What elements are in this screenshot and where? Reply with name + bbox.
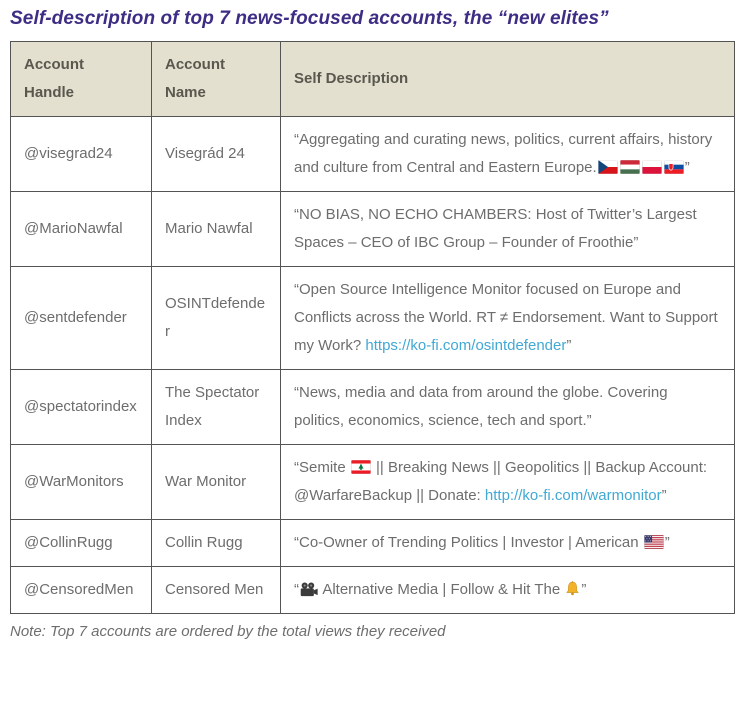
self-description-cell bbox=[281, 117, 735, 192]
table-row bbox=[11, 445, 735, 520]
description-text: ” bbox=[581, 581, 587, 598]
table-row bbox=[11, 520, 735, 567]
table-row bbox=[11, 117, 735, 192]
description-text: “Aggregating and curating news, politics, current affairs, history and culture from Central and Eastern bbox=[294, 131, 713, 176]
flag-usa-icon bbox=[644, 535, 664, 549]
accounts-table-body bbox=[11, 117, 735, 614]
account-name-cell bbox=[152, 117, 281, 192]
self-description-cell bbox=[281, 567, 735, 614]
account-name-cell bbox=[152, 445, 281, 520]
description-text: “Co-Owner of Trending Politics | Investor | American bbox=[294, 534, 643, 551]
account-handle-cell bbox=[11, 520, 152, 567]
table-row bbox=[11, 370, 735, 445]
account-name: Mario Nawfal bbox=[165, 220, 253, 237]
account-name-cell bbox=[152, 267, 281, 370]
account-name-cell bbox=[152, 567, 281, 614]
description-link[interactable]: http://ko-fi.com/warmonitor bbox=[484, 487, 662, 504]
description-text: “NO BIAS, NO ECHO CHAMBERS: Host of Twitter’s Largest Spaces – CEO of IBC Group – Founder of Froothie” bbox=[294, 206, 697, 251]
account-name-cell bbox=[152, 520, 281, 567]
description-text: ” bbox=[566, 337, 572, 354]
self-description-cell bbox=[281, 445, 735, 520]
col-header-account-handle: Account Handle bbox=[11, 42, 152, 117]
flag-czechia-icon bbox=[598, 160, 618, 174]
flag-lebanon-icon bbox=[351, 460, 371, 474]
account-handle-cell bbox=[11, 117, 152, 192]
flag-poland-icon bbox=[642, 160, 662, 174]
movie-camera-icon bbox=[300, 582, 318, 597]
account-handle: @MarioNawfal bbox=[24, 220, 123, 237]
flag-hungary-icon bbox=[620, 160, 640, 174]
account-handle: @visegrad24 bbox=[24, 145, 113, 162]
table-note: Note: Top 7 accounts are ordered by the total views they received bbox=[10, 623, 446, 640]
col-header-self-description: Self Description bbox=[281, 42, 735, 117]
description-text: Europe. bbox=[544, 159, 597, 176]
table-row bbox=[11, 192, 735, 267]
description-text: “ bbox=[294, 581, 299, 598]
description-text: ” bbox=[664, 534, 670, 551]
account-name: OSINTdefender bbox=[165, 295, 266, 340]
account-handle-cell bbox=[11, 567, 152, 614]
description-text: || Breaking News || Geopolitics || Backup Account: @WarfareBackup || Donate: bbox=[294, 459, 708, 504]
account-name: The Spectator Index bbox=[165, 384, 260, 429]
account-handle: @CollinRugg bbox=[24, 534, 113, 551]
account-handle-cell bbox=[11, 192, 152, 267]
self-description-cell bbox=[281, 520, 735, 567]
account-handle-cell bbox=[11, 370, 152, 445]
account-handle-cell bbox=[11, 267, 152, 370]
account-handle: @CensoredMen bbox=[24, 581, 134, 598]
table-row bbox=[11, 567, 735, 614]
description-text: ” bbox=[661, 487, 667, 504]
description-text: Alternative Media | Follow & Hit The bbox=[319, 581, 565, 598]
account-name: Censored Men bbox=[165, 581, 264, 598]
account-name-cell bbox=[152, 370, 281, 445]
description-text: “News, media and data from around the globe. Covering politics, economics, science, tech and sport.” bbox=[294, 384, 668, 429]
self-description-cell bbox=[281, 370, 735, 445]
table-header-row bbox=[11, 42, 735, 117]
self-description-cell bbox=[281, 192, 735, 267]
description-text: ” bbox=[684, 159, 690, 176]
account-handle: @sentdefender bbox=[24, 309, 127, 326]
account-name: War Monitor bbox=[165, 473, 247, 490]
account-name: Collin Rugg bbox=[165, 534, 243, 551]
flag-slovakia-icon bbox=[664, 160, 684, 174]
text-with-icons-group bbox=[544, 159, 690, 176]
page-title: Self-description of top 7 news-focused accounts, the “new elites” bbox=[10, 8, 609, 29]
description-text: “Open Source Intelligence Monitor focused on Europe and Conflicts across the World. RT ≠ Endorsement. Want to Support my Work? bbox=[294, 281, 718, 354]
accounts-table bbox=[10, 41, 735, 614]
col-header-account-name: Account Name bbox=[152, 42, 281, 117]
bell-icon bbox=[565, 581, 580, 596]
description-link[interactable]: https://ko-fi.com/osintdefender bbox=[365, 337, 567, 354]
table-row bbox=[11, 267, 735, 370]
account-handle: @WarMonitors bbox=[24, 473, 124, 490]
self-description-cell bbox=[281, 267, 735, 370]
account-handle-cell bbox=[11, 445, 152, 520]
account-handle: @spectatorindex bbox=[24, 398, 137, 415]
account-name: Visegrád 24 bbox=[165, 145, 245, 162]
account-name-cell bbox=[152, 192, 281, 267]
description-text: “Semite bbox=[294, 459, 350, 476]
